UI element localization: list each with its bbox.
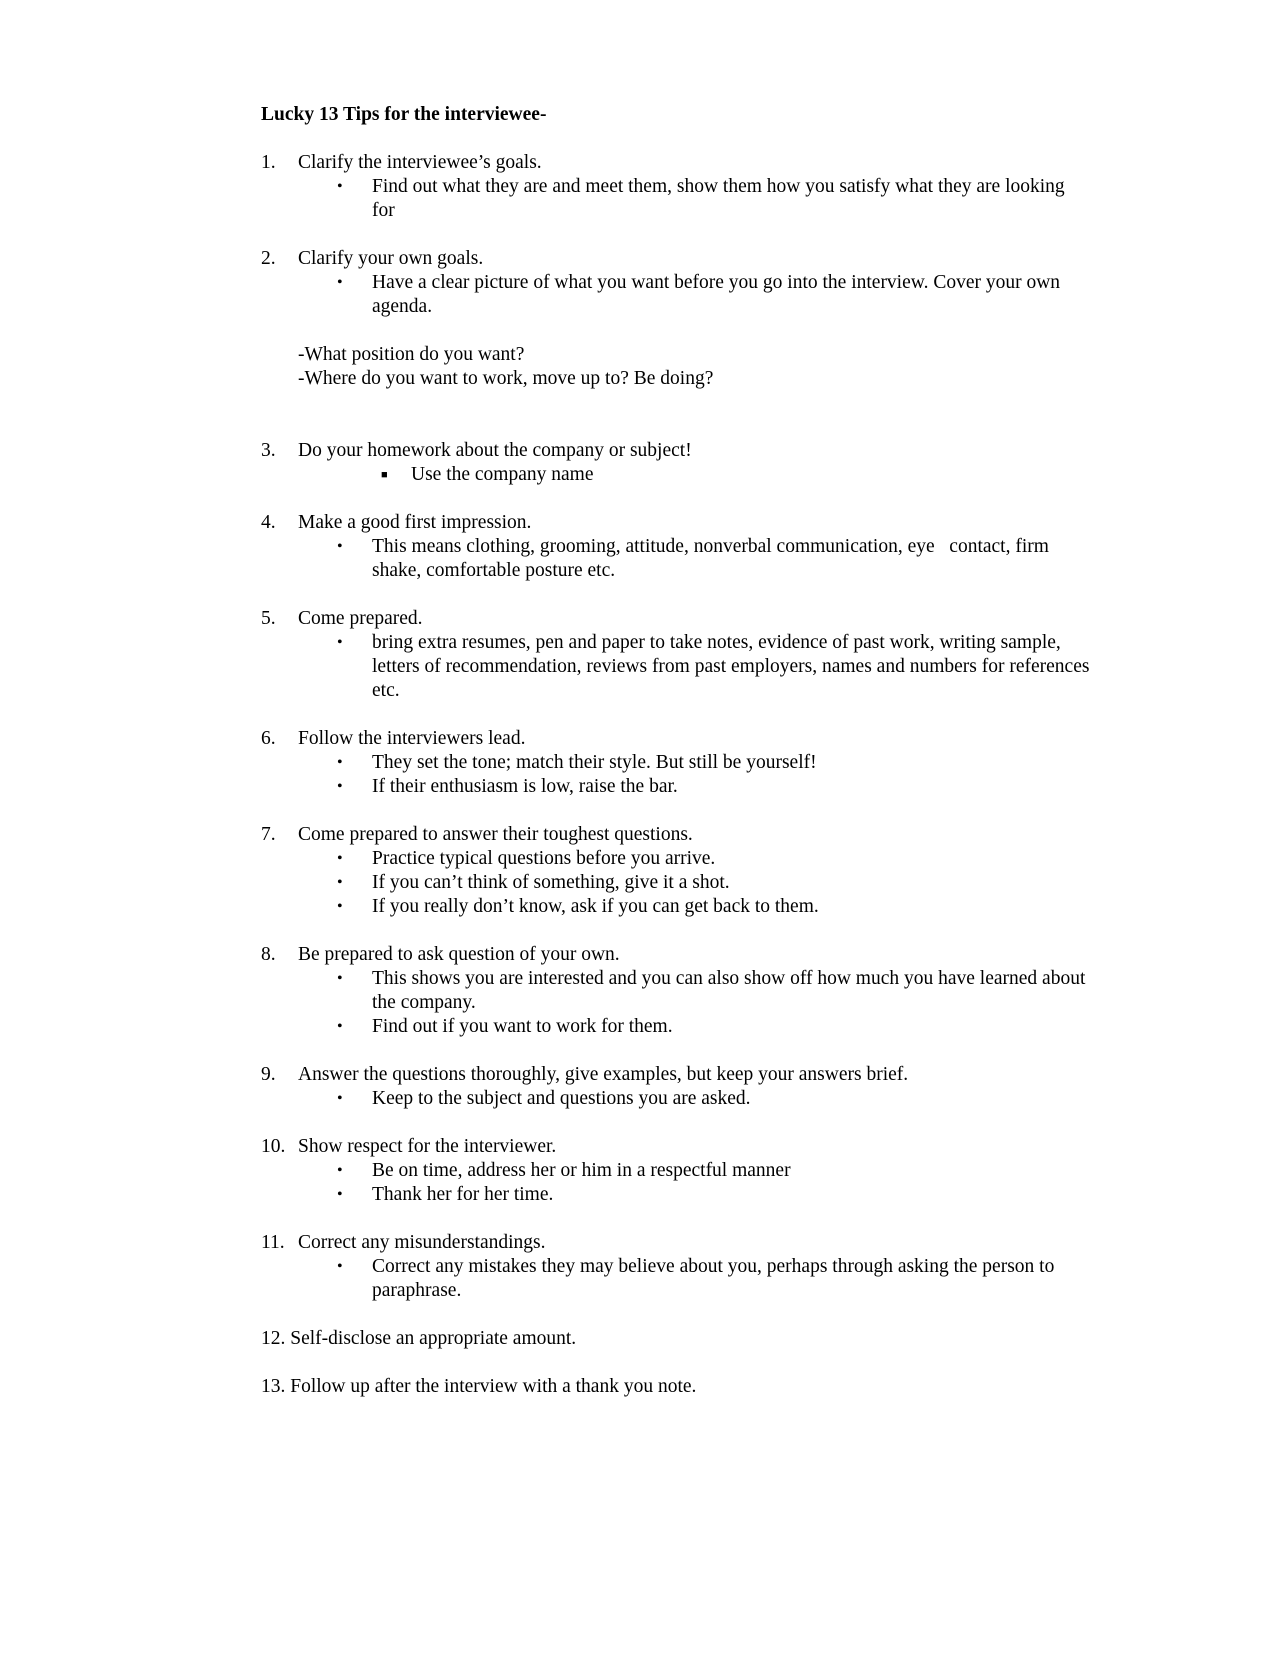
bullet-text: If their enthusiasm is low, raise the bar.: [372, 776, 678, 797]
tip-bullet: [261, 175, 1091, 223]
tip-text: Answer the questions thoroughly, give examples, but keep your answers brief.: [298, 1064, 909, 1085]
bullet-icon: •: [337, 1186, 343, 1203]
tip-number: 8.: [261, 944, 276, 965]
bullet-text: Correct any mistakes they may believe about you, perhaps through asking the person to paraphrase.: [372, 1256, 1055, 1301]
tip-bullets: [261, 631, 1091, 703]
tip-bullets: [261, 535, 1091, 583]
tip-bullet: [261, 1015, 1091, 1039]
bullet-icon: •: [337, 538, 343, 555]
bullet-icon: •: [337, 850, 343, 867]
tip-item-2: [261, 247, 1091, 319]
tip-number: 2.: [261, 248, 276, 269]
bullet-text: Find out if you want to work for them.: [372, 1016, 673, 1037]
tip-item-3: [261, 439, 1091, 487]
tip-item-8: [261, 943, 1091, 1039]
tip-text: Show respect for the interviewer.: [298, 1136, 557, 1157]
bullet-icon: •: [337, 1018, 343, 1035]
tip-item-9: [261, 1063, 1091, 1111]
tip-bullets: [261, 847, 1091, 919]
tip-text: Come prepared.: [298, 608, 423, 629]
tip-bullets: [261, 175, 1091, 223]
tip-text: Be prepared to ask question of your own.: [298, 944, 620, 965]
tip-bullet: [261, 775, 1091, 799]
tip-bullet: [261, 1159, 1091, 1183]
bullet-icon: •: [337, 634, 343, 651]
tip-item-4: [261, 511, 1091, 583]
bullet-icon: •: [337, 778, 343, 795]
tip-bullet: [261, 751, 1091, 775]
bullet-text: Use the company name: [411, 464, 594, 485]
tip-item-13: 13. Follow up after the interview with a thank you note.: [261, 1376, 697, 1397]
tip-notes: [261, 343, 1091, 391]
tip-bullet: [261, 1255, 1091, 1303]
bullet-text: If you can’t think of something, give it a shot.: [372, 872, 730, 893]
tip-number: 4.: [261, 512, 276, 533]
tip-number: 7.: [261, 824, 276, 845]
tip-item-1: [261, 151, 1091, 223]
tip-bullets: [261, 1087, 1091, 1111]
tip-bullet: [261, 631, 1091, 703]
bullet-text: Have a clear picture of what you want before you go into the interview. Cover your own agenda.: [372, 272, 1061, 317]
tip-number: 11.: [261, 1232, 285, 1253]
note-line: -Where do you want to work, move up to? Be doing?: [298, 368, 714, 389]
tip-number: 6.: [261, 728, 276, 749]
tip-number: 9.: [261, 1064, 276, 1085]
bullet-icon: •: [337, 754, 343, 771]
bullet-text: Keep to the subject and questions you are asked.: [372, 1088, 751, 1109]
bullet-text: Thank her for her time.: [372, 1184, 554, 1205]
bullet-text: Find out what they are and meet them, show them how you satisfy what they are looking for: [372, 176, 1065, 221]
tip-number: 1.: [261, 152, 276, 173]
tip-item-5: [261, 607, 1091, 703]
bullet-icon: •: [337, 970, 343, 987]
bullet-icon: •: [337, 898, 343, 915]
bullet-text: This means clothing, grooming, attitude, nonverbal communication, eye contact, firm shake, comfortable posture etc.: [372, 536, 1054, 581]
bullet-text: Practice typical questions before you arrive.: [372, 848, 716, 869]
tip-bullet: [261, 895, 1091, 919]
tip-item-7: [261, 823, 1091, 919]
bullet-text: They set the tone; match their style. But still be yourself!: [372, 752, 817, 773]
tip-text: Correct any misunderstandings.: [298, 1232, 546, 1253]
bullet-text: This shows you are interested and you can also show off how much you have learned about the company.: [372, 968, 1086, 1013]
bullet-icon: •: [337, 274, 343, 291]
bullet-icon: •: [337, 1258, 343, 1275]
bullet-icon: •: [337, 178, 343, 195]
tip-bullet: [261, 271, 1091, 319]
bullet-text: If you really don’t know, ask if you can get back to them.: [372, 896, 819, 917]
tip-bullet: [261, 967, 1091, 1015]
bullet-text: Be on time, address her or him in a respectful manner: [372, 1160, 791, 1181]
tip-bullets: [261, 271, 1091, 319]
tip-bullets: [261, 967, 1091, 1039]
tip-bullet: [261, 871, 1091, 895]
tip-text: Come prepared to answer their toughest questions.: [298, 824, 693, 845]
tip-item-11: [261, 1231, 1091, 1303]
note-line: -What position do you want?: [298, 344, 525, 365]
tip-item-10: [261, 1135, 1091, 1207]
bullet-icon: •: [337, 1090, 343, 1107]
tip-bullets: [261, 751, 1091, 799]
tip-bullet: [261, 535, 1091, 583]
tip-bullet: [261, 463, 1091, 487]
tip-number: 5.: [261, 608, 276, 629]
tip-text: Make a good first impression.: [298, 512, 532, 533]
tip-number: 3.: [261, 440, 276, 461]
bullet-icon: •: [337, 1162, 343, 1179]
tip-item-6: [261, 727, 1091, 799]
tip-bullets: [261, 463, 1091, 487]
bullet-text: bring extra resumes, pen and paper to take notes, evidence of past work, writing sample, letters of recommendation, reviews from past employers, names and numbers for references etc.: [372, 632, 1090, 701]
tip-bullet: [261, 1087, 1091, 1111]
document-title: Lucky 13 Tips for the interviewee-: [261, 104, 547, 125]
tip-bullet: [261, 847, 1091, 871]
tip-bullets: [261, 1159, 1091, 1207]
tip-text: Clarify your own goals.: [298, 248, 484, 269]
tip-text: Do your homework about the company or subject!: [298, 440, 692, 461]
bullet-icon: •: [337, 874, 343, 891]
tip-text: Clarify the interviewee’s goals.: [298, 152, 542, 173]
tip-bullets: [261, 1255, 1091, 1303]
tip-bullet: [261, 1183, 1091, 1207]
square-bullet-icon: ■: [381, 469, 388, 481]
tip-item-12: 12. Self-disclose an appropriate amount.: [261, 1328, 577, 1349]
tip-text: Follow the interviewers lead.: [298, 728, 526, 749]
document-page: [261, 103, 1091, 1423]
tip-number: 10.: [261, 1136, 286, 1157]
